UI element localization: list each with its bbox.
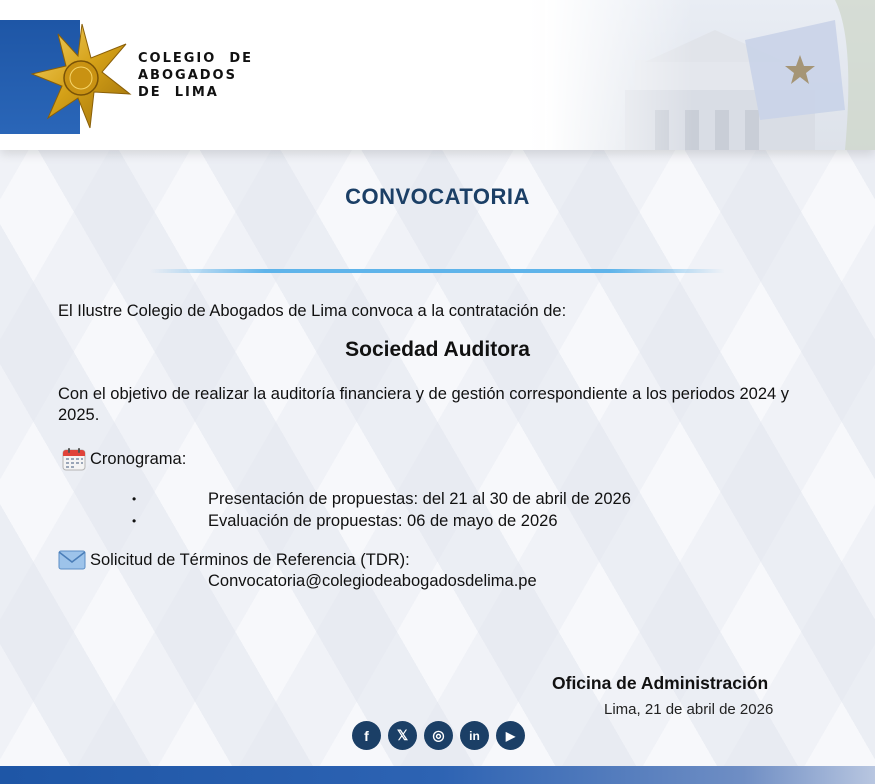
schedule-heading xyxy=(62,447,186,471)
bullet: • xyxy=(132,492,137,506)
footer-bar xyxy=(0,766,875,784)
social-links xyxy=(352,721,525,750)
tdr-heading xyxy=(58,550,410,570)
facebook-icon[interactable]: f xyxy=(352,721,381,750)
subject-heading: Sociedad Auditora xyxy=(345,338,530,361)
x-icon[interactable]: 𝕏 xyxy=(388,721,417,750)
logo-line-3: DE LIMA xyxy=(138,85,219,100)
logo-line-1: COLEGIO DE xyxy=(138,51,254,66)
youtube-icon[interactable]: ▶ xyxy=(496,721,525,750)
list-item xyxy=(128,488,631,510)
bullet: • xyxy=(132,514,137,528)
calendar-icon xyxy=(62,447,86,471)
schedule-heading-label: Cronograma: xyxy=(90,449,187,468)
objective-text: Con el objetivo de realizar la auditoría financiera y de gestión correspondiente a los periodos 2024 y 2025. xyxy=(58,385,790,424)
tdr-heading-label: Solicitud de Términos de Referencia (TDR): xyxy=(90,550,410,569)
college-logo-star-icon xyxy=(30,22,134,130)
signature-date: Lima, 21 de abril de 2026 xyxy=(604,701,774,718)
signature-office: Oficina de Administración xyxy=(552,673,769,693)
logo-line-2: ABOGADOS xyxy=(138,68,237,83)
header-banner xyxy=(0,0,875,150)
schedule-list xyxy=(128,488,631,532)
building-photo-illustration xyxy=(545,0,875,150)
envelope-icon xyxy=(58,550,86,570)
list-item xyxy=(128,510,631,532)
title-divider xyxy=(150,269,725,273)
schedule-item-text: Evaluación de propuestas: 06 de mayo de 2026 xyxy=(208,512,558,530)
linkedin-icon[interactable]: in xyxy=(460,721,489,750)
instagram-icon[interactable]: ◎ xyxy=(424,721,453,750)
schedule-item-text: Presentación de propuestas: del 21 al 30 de abril de 2026 xyxy=(208,490,631,508)
tdr-email-link[interactable]: Convocatoria@colegiodeabogadosdelima.pe xyxy=(208,572,537,590)
intro-text: El Ilustre Colegio de Abogados de Lima convoca a la contratación de: xyxy=(58,302,567,320)
college-logo-text xyxy=(138,50,253,101)
page-title: CONVOCATORIA xyxy=(345,184,530,209)
